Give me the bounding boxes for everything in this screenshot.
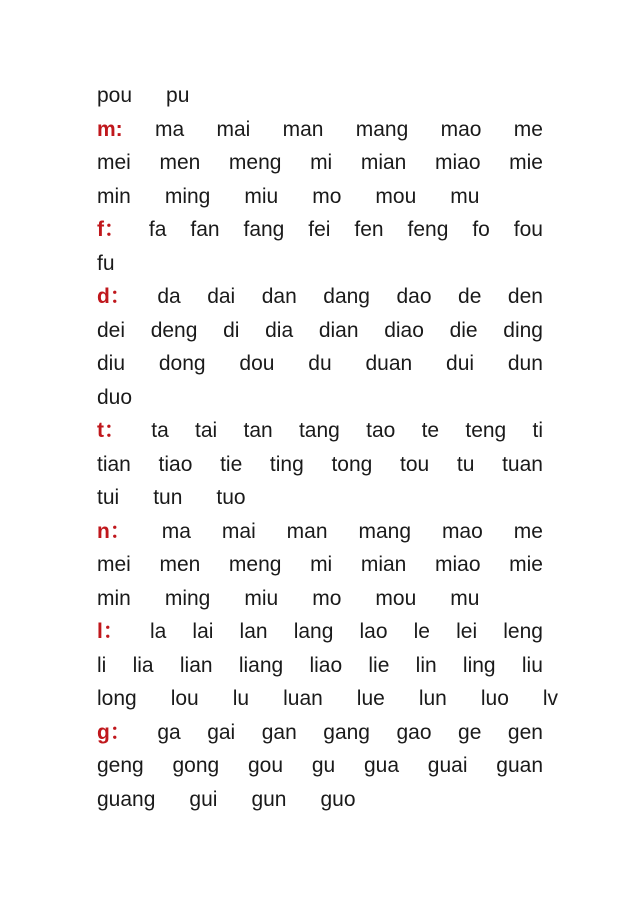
syllable: mi	[310, 151, 333, 174]
syllable: mi	[310, 553, 333, 576]
syllable: gun	[251, 787, 287, 811]
syllable: tai	[195, 419, 218, 442]
syllable-line	[97, 280, 543, 314]
syllable: ma	[154, 117, 185, 141]
initial-label: n：	[97, 519, 131, 543]
syllable: la	[149, 620, 167, 643]
syllable: luo	[480, 687, 509, 710]
syllable: gong	[172, 754, 220, 777]
syllable: ling	[462, 653, 496, 677]
syllable-line	[97, 682, 559, 716]
syllable: lian	[179, 653, 213, 677]
syllable: duan	[365, 352, 413, 375]
syllable-line	[97, 79, 543, 113]
syllable-line	[97, 180, 543, 214]
syllable: mu	[450, 184, 480, 208]
syllable: mei	[97, 151, 131, 174]
syllable: tan	[243, 419, 273, 442]
initial-label: l：	[97, 620, 124, 643]
syllable: guang	[97, 787, 156, 811]
syllable: meng	[228, 151, 282, 174]
syllable: tian	[97, 452, 131, 476]
syllable: tu	[456, 452, 475, 476]
syllable-line	[97, 515, 543, 549]
syllable: ti	[532, 419, 543, 442]
syllable: mei	[97, 553, 131, 576]
syllable: gua	[363, 754, 400, 777]
syllable: mang	[358, 519, 411, 543]
syllable: lai	[192, 620, 214, 643]
initial-label: m:	[97, 117, 123, 141]
syllable: lei	[456, 620, 478, 643]
syllable: man	[282, 117, 324, 141]
syllable: mou	[375, 586, 417, 610]
syllable-line	[97, 381, 543, 415]
syllable: mai	[221, 519, 256, 543]
initial-label: d：	[97, 285, 131, 308]
syllable: gai	[207, 720, 236, 744]
syllable-line	[97, 113, 543, 147]
syllable-line	[97, 414, 543, 448]
syllable: tun	[153, 486, 183, 509]
syllable: leng	[503, 620, 543, 643]
syllable: lue	[356, 687, 385, 710]
syllable: lou	[170, 687, 199, 710]
syllable: da	[157, 285, 181, 308]
syllable: geng	[97, 754, 144, 777]
syllable: lang	[293, 620, 334, 643]
syllable: mie	[509, 553, 543, 576]
syllable: mo	[312, 586, 342, 610]
syllable: te	[421, 419, 440, 442]
syllable: tuo	[216, 486, 246, 509]
syllable: mu	[450, 586, 480, 610]
syllable: tou	[400, 452, 430, 476]
syllable: dong	[158, 352, 206, 375]
syllable: dui	[446, 352, 475, 375]
syllable: fen	[354, 218, 384, 241]
syllable: tiao	[158, 452, 193, 476]
syllable: mao	[441, 519, 483, 543]
syllable: lin	[415, 653, 437, 677]
syllable: dang	[323, 285, 370, 308]
syllable: den	[507, 285, 543, 308]
initial-label: g：	[97, 720, 131, 744]
syllable-line	[97, 783, 543, 817]
syllable: min	[97, 586, 131, 610]
syllable: fou	[513, 218, 543, 241]
syllable-line	[97, 749, 543, 783]
initial-label: t：	[97, 419, 125, 442]
syllable: diao	[384, 318, 424, 342]
syllable: miu	[244, 586, 279, 610]
syllable-line	[97, 649, 543, 683]
syllable: man	[286, 519, 328, 543]
syllable: dan	[261, 285, 297, 308]
syllable: ming	[164, 184, 211, 208]
syllable-line	[97, 448, 543, 482]
syllable: dei	[97, 318, 126, 342]
syllable: gen	[507, 720, 543, 744]
syllable: men	[159, 553, 201, 576]
syllable-line	[97, 582, 543, 616]
syllable-line	[97, 247, 543, 281]
syllable-line	[97, 615, 543, 649]
syllable: men	[159, 151, 201, 174]
syllable: fa	[148, 218, 167, 241]
syllable-line	[97, 213, 543, 247]
syllable: lan	[239, 620, 268, 643]
syllable: mie	[509, 151, 543, 174]
syllable: le	[413, 620, 430, 643]
syllable: long	[97, 687, 137, 710]
syllable: lun	[418, 687, 447, 710]
syllable: fang	[243, 218, 285, 241]
syllable: deng	[150, 318, 198, 342]
syllable: fei	[308, 218, 331, 241]
syllable: gou	[248, 754, 284, 777]
syllable: lao	[359, 620, 388, 643]
syllable: ga	[157, 720, 181, 744]
syllable: gui	[189, 787, 218, 811]
syllable: miu	[244, 184, 279, 208]
syllable: fu	[97, 251, 115, 275]
syllable-line	[97, 347, 543, 381]
syllable: me	[513, 117, 543, 141]
syllable: liang	[238, 653, 284, 677]
syllable: fan	[190, 218, 220, 241]
syllable: lv	[542, 687, 559, 710]
syllable: guo	[320, 787, 356, 811]
syllable: liu	[521, 653, 543, 677]
syllable: mou	[375, 184, 417, 208]
syllable: tuan	[502, 452, 543, 476]
syllable: miao	[434, 151, 481, 174]
pinyin-syllable-list	[97, 79, 559, 816]
syllable: teng	[465, 419, 507, 442]
syllable: ting	[269, 452, 304, 476]
syllable: di	[223, 318, 240, 342]
syllable: li	[97, 653, 107, 677]
syllable: pou	[97, 84, 133, 107]
syllable: mai	[216, 117, 251, 141]
syllable: gan	[261, 720, 297, 744]
syllable: tong	[331, 452, 373, 476]
syllable: min	[97, 184, 131, 208]
syllable: dao	[396, 285, 432, 308]
syllable: mo	[312, 184, 342, 208]
syllable: ming	[164, 586, 211, 610]
syllable: mang	[355, 117, 409, 141]
syllable: luan	[283, 687, 323, 710]
syllable: tang	[298, 419, 340, 442]
syllable: ding	[503, 318, 543, 342]
syllable: lie	[368, 653, 390, 677]
syllable: guan	[496, 754, 543, 777]
syllable: gao	[396, 720, 432, 744]
syllable: tie	[220, 452, 243, 476]
syllable: meng	[228, 553, 282, 576]
syllable: diu	[97, 352, 126, 375]
syllable: lia	[132, 653, 154, 677]
syllable: tao	[366, 419, 396, 442]
syllable: ge	[458, 720, 482, 744]
syllable: dia	[265, 318, 294, 342]
syllable-line	[97, 314, 543, 348]
syllable: miao	[434, 553, 481, 576]
initial-label: f：	[97, 218, 125, 241]
syllable: mian	[360, 553, 407, 576]
syllable: tui	[97, 486, 120, 509]
syllable: gang	[323, 720, 370, 744]
syllable: dun	[507, 352, 543, 375]
syllable-line	[97, 146, 543, 180]
syllable: du	[308, 352, 332, 375]
syllable: guai	[427, 754, 468, 777]
syllable-line	[97, 716, 543, 750]
syllable: die	[449, 318, 478, 342]
syllable: pu	[166, 84, 190, 107]
syllable: gu	[311, 754, 336, 777]
syllable: dou	[239, 352, 275, 375]
syllable: me	[513, 519, 543, 543]
syllable: duo	[97, 385, 133, 409]
syllable: de	[458, 285, 482, 308]
syllable-line	[97, 548, 543, 582]
syllable: fo	[472, 218, 490, 241]
syllable: ma	[161, 519, 191, 543]
syllable: lu	[232, 687, 250, 710]
syllable: ta	[151, 419, 169, 442]
syllable: mao	[440, 117, 482, 141]
syllable: dai	[207, 285, 236, 308]
syllable: liao	[309, 653, 343, 677]
syllable: feng	[407, 218, 449, 241]
syllable-line	[97, 481, 543, 515]
syllable: dian	[318, 318, 359, 342]
syllable: mian	[360, 151, 407, 174]
